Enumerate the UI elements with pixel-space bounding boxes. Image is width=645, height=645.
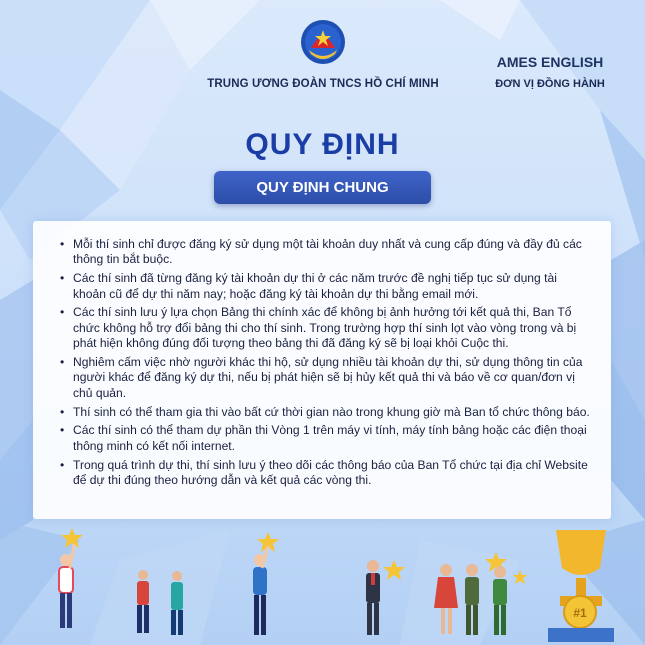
rule-item: • Các thí sinh đã từng đăng ký tài khoản dự thi ở các năm trước đề nghị tiếp tục sử dụng tài khoản cũ để dự thi năm nay; hoặc đăng ký tài khoản dự thi bằng email mới. — [63, 271, 593, 302]
rule-item: • Nghiêm cấm việc nhờ người khác thi hộ, sử dụng nhiều tài khoản dự thi, sử dụng thông tin của người khác để đăng ký dự thi, nếu bị phát hiện sẽ bị hủy kết quả thi và báo về cơ quan/đơn vị chủ quản. — [63, 355, 593, 401]
rules-list — [51, 237, 593, 488]
rule-item: • Các thí sinh có thể tham dự phần thi Vòng 1 trên máy vi tính, máy tính bảng hoặc các điện thoại thông minh có kết nối internet. — [63, 423, 593, 454]
rule-item: • Thí sinh có thể tham gia thi vào bất cứ thời gian nào trong khung giờ mà Ban tổ chức thông báo. — [63, 405, 593, 420]
partner-role: ĐƠN VỊ ĐỒNG HÀNH — [495, 78, 605, 90]
rules-panel — [33, 221, 611, 519]
trophy-icon — [548, 530, 614, 642]
page-title: QUY ĐỊNH — [245, 128, 400, 161]
youth-union-emblem-icon — [299, 18, 347, 66]
trophy-badge-label: #1 — [573, 606, 587, 620]
organizer-name: TRUNG ƯƠNG ĐOÀN TNCS HỒ CHÍ MINH — [207, 78, 439, 90]
partner-name: AMES ENGLISH — [496, 54, 604, 70]
star-icon — [61, 528, 528, 584]
rule-item: • Trong quá trình dự thi, thí sinh lưu ý theo dõi các thông báo của Ban Tổ chức tại địa chỉ Website để dự thi đúng theo hướng dẫn và kết quả các vòng thi. — [63, 458, 593, 489]
section-title-badge: QUY ĐỊNH CHUNG — [214, 171, 431, 204]
rule-item: • Các thí sinh lưu ý lựa chọn Bảng thi chính xác để không bị ảnh hưởng tới kết quả thi, Ban Tổ chức không hỗ trợ đổi bảng thi cho thí sinh. Trong trường hợp thí sinh lọt vào vòng trong và bị phát hiện không đúng đối tượng theo bảng thi đã đăng ký sẽ bị loại khỏi Cuộc thi. — [63, 305, 593, 351]
celebrating-people-illustration — [0, 520, 645, 645]
rule-item: • Mỗi thí sinh chỉ được đăng ký sử dụng một tài khoản duy nhất và cung cấp đúng và đầy đủ các thông tin bắt buộc. — [63, 237, 593, 268]
